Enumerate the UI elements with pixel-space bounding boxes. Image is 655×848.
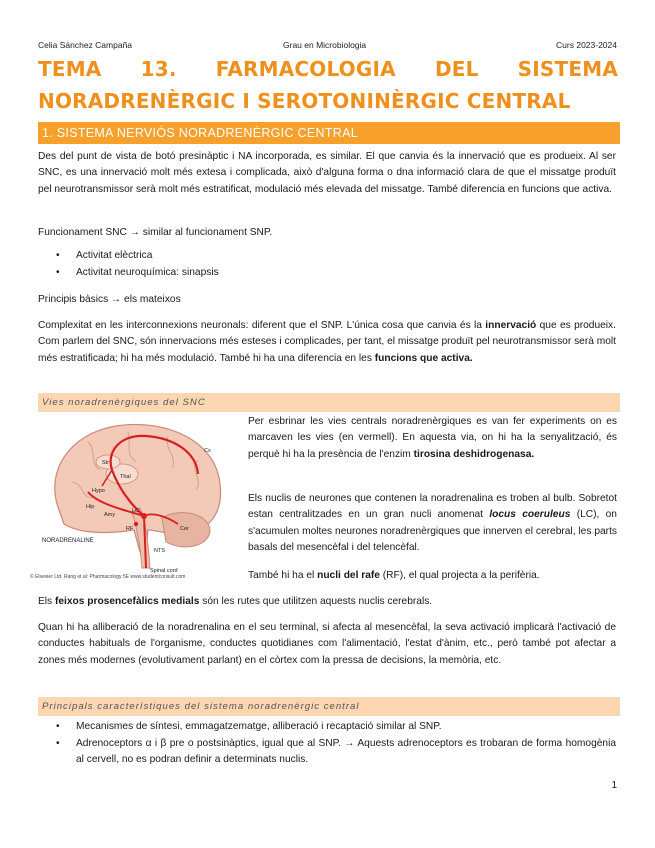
list-item: • Mecanismes de síntesi, emmagatzematge, alliberació i recaptació similar al SNP. bbox=[62, 719, 618, 735]
figure-label: Hypo bbox=[92, 488, 105, 494]
figure-credit: © Elsevier Ltd. Rang et al: Pharmacology 5E www.studentconsult.com bbox=[30, 574, 186, 580]
paragraph-esbrinar: Per esbrinar les vies centrals noradrenèrgiques es van fer experiments on es marcaven les vies (en vermell). En aquesta via, on hi ha la senyalització, és perquè hi ha la presència de l'enzim tirosina deshidrogenasa. bbox=[248, 416, 617, 460]
bullet-icon: • bbox=[56, 721, 60, 732]
paragraph-rafe: També hi ha el nucli del rafe (RF), el qual projecta a la perifèria. bbox=[248, 570, 540, 581]
header-degree: Grau en Microbiologia bbox=[283, 40, 367, 50]
bullet-icon: • bbox=[56, 267, 60, 278]
header-author: Celia Sánchez Campaña bbox=[38, 40, 133, 50]
figure-label: Hip bbox=[86, 504, 95, 510]
subheading-vies: Vies noradrenèrgiques del SNC bbox=[38, 393, 620, 412]
bullet-icon: • bbox=[56, 250, 60, 261]
bullet-icon: • bbox=[56, 738, 60, 749]
figure-label: Str bbox=[102, 460, 110, 466]
figure-label: RF bbox=[126, 526, 134, 532]
figure-label: Amy bbox=[104, 512, 115, 518]
figure-label: NTS bbox=[154, 548, 165, 554]
section-heading: 1. SISTEMA NERVIÓS NORADRENÈRGIC CENTRAL bbox=[38, 122, 620, 144]
figure-label: Cer bbox=[180, 526, 189, 532]
list-item: • Adrenoceptors α i β pre o postsinàptics, igual que al SNP. → Aquests adrenoceptors es trobaran de forma homogènia al cervell, no es podran definir a determinats nuclis. bbox=[56, 738, 616, 766]
paragraph-principis: Principis bàsics → els mateixos bbox=[38, 294, 181, 305]
header-course: Curs 2023-2024 bbox=[556, 40, 617, 50]
brain-figure bbox=[28, 412, 242, 582]
page-title-line1: TEMA 13. FARMACOLOGIA DEL SISTEMA bbox=[38, 57, 618, 81]
paragraph-intro: Des del punt de vista de botó presinàptic i NA incorporada, es similar. El que canvia és la innervació que es produeix. Al ser SNC, es una innervació molt més extesa i complicada, això d'alguna forma o dna informació clara de que el missatge produït pel neurotransmissor serà molt més estratificat, modulació més elevada del missatge. També diferencia en funcions que activa. bbox=[38, 151, 616, 195]
subheading-caracteristiques: Principals característiques del sistema noradrenèrgic central bbox=[38, 697, 620, 716]
figure-label: LC bbox=[132, 508, 140, 514]
paragraph-nuclis: Els nuclis de neurones que contenen la noradrenalina es troben al bulb. Sobretot estan centralitzades en un gran nucli anomenat locus coeruleus (LC), on s'acumulen moltes neurones noradrenèrgiques que innerven el cerebral, les parts basals del mesencèfal i del telencèfal. bbox=[248, 493, 617, 554]
page-number: 1 bbox=[611, 780, 617, 791]
paragraph-feixos: Els feixos prosencefàlics medials són les rutes que utilitzen aquests nuclis cerebrals. bbox=[38, 596, 433, 607]
figure-label: Cx bbox=[204, 448, 211, 454]
figure-label: Spinal cord bbox=[150, 568, 178, 574]
list-item: • Activitat neuroquímica: sinapsis bbox=[62, 265, 219, 281]
paragraph-complexitat: Complexitat en les interconnexions neuronals: diferent que el SNP. L'única cosa que canvia és la innervació que es produeix. Com parlem del SNC, són innervacions més esteses i complicades, per tant, el missatge produït pel neurotransmissor serà molt més estratificada; hi ha més modulació. També hi ha una diferencia en les funcions que activa. bbox=[38, 320, 616, 364]
list-item: • Activitat elèctrica bbox=[62, 248, 152, 264]
paragraph-funcionament: Funcionament SNC → similar al funcionament SNP. bbox=[38, 227, 273, 238]
figure-label: Thal bbox=[120, 474, 131, 480]
page-title-line2: NORADRENÈRGIC I SEROTONINÈRGIC CENTRAL bbox=[38, 89, 571, 113]
figure-caption: NORADRENALINE bbox=[42, 538, 94, 544]
paragraph-alliberacio: Quan hi ha alliberació de la noradrenalina en el seu terminal, si afecta al mesencèfal, la seva activació implicarà l'activació de conductes habituals de l'organisme, conductes quotidianes com l'alimentació, l'estat d'ànim, etc., però també pot afectar a zones més modernes (evolutivament parlant) en el còrtex com la pressa de decisions, la memòria, etc. bbox=[38, 622, 616, 666]
